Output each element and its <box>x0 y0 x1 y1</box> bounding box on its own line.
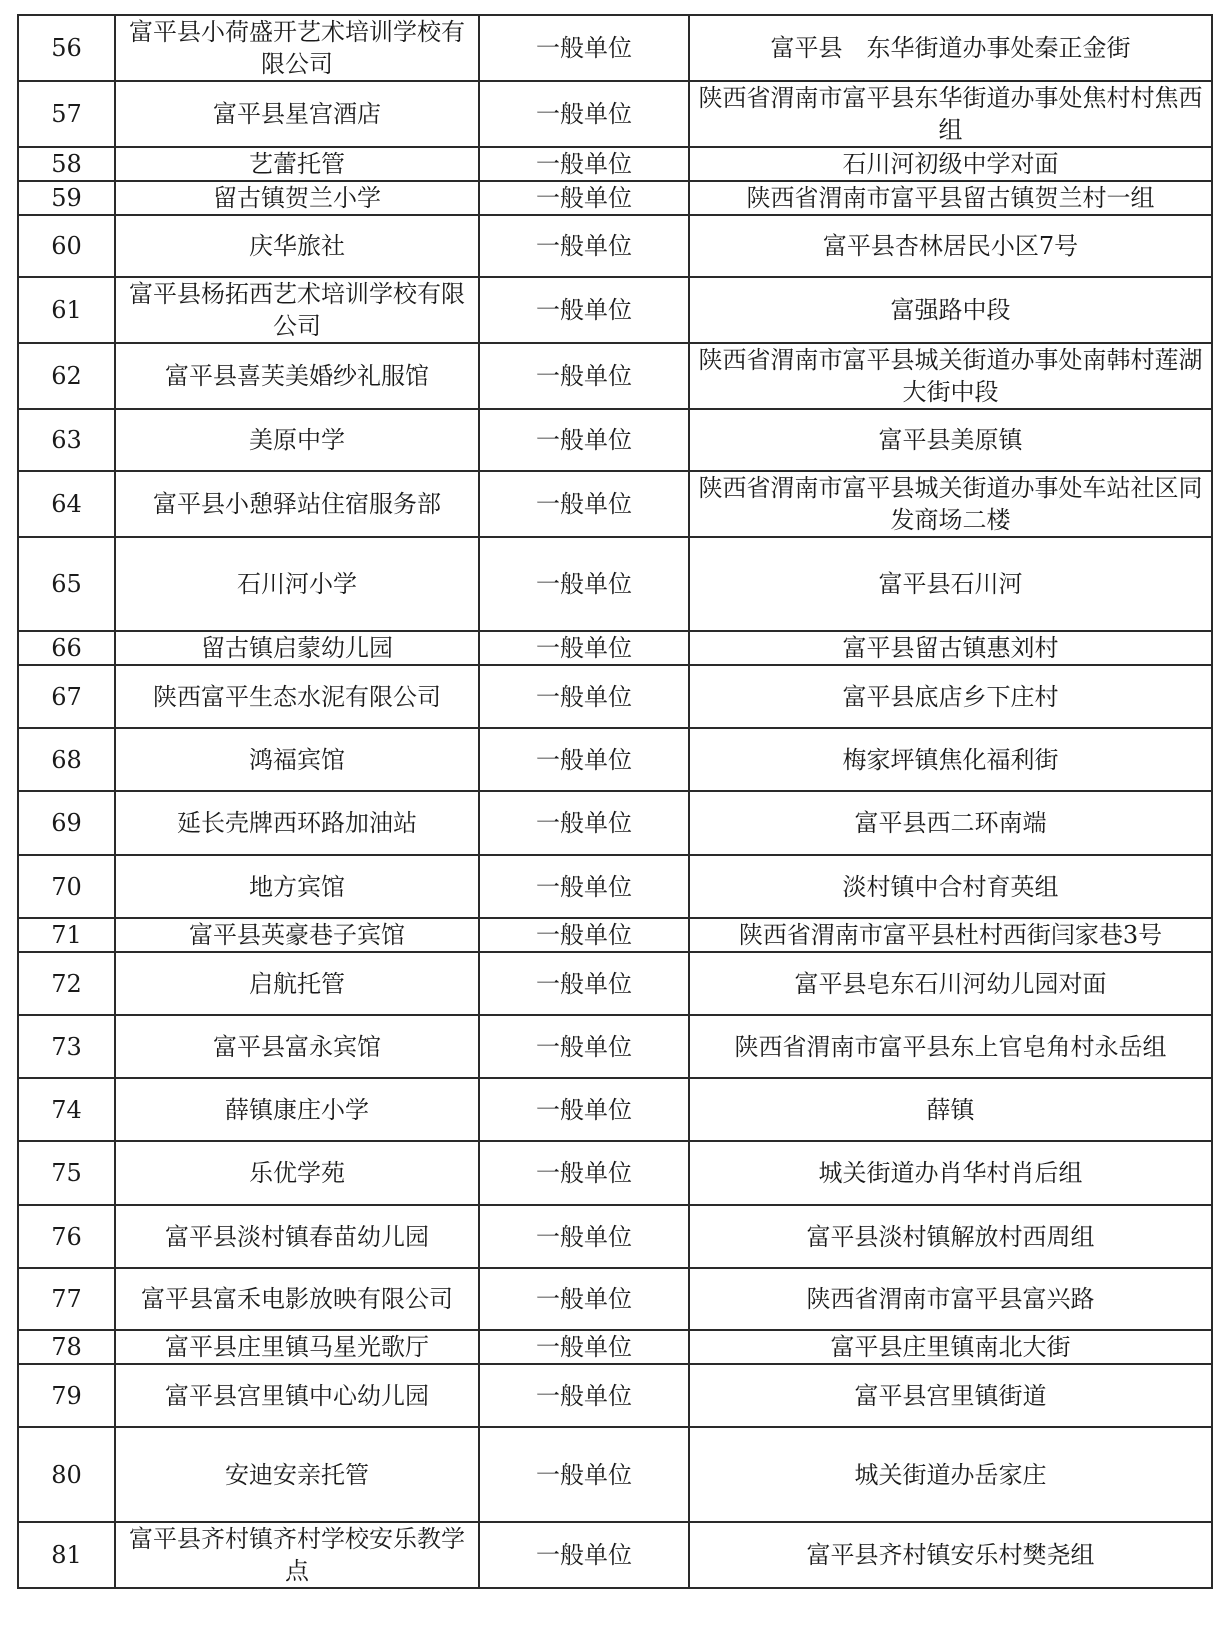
unit-name: 薛镇康庄小学 <box>115 1078 479 1141</box>
unit-type: 一般单位 <box>479 728 689 791</box>
unit-type: 一般单位 <box>479 147 689 181</box>
unit-type: 一般单位 <box>479 215 689 277</box>
table-row <box>18 409 1212 471</box>
row-number: 80 <box>18 1427 115 1522</box>
unit-type: 一般单位 <box>479 1015 689 1078</box>
unit-name: 富平县宫里镇中心幼儿园 <box>115 1364 479 1427</box>
row-number: 57 <box>18 81 115 147</box>
table-row <box>18 1364 1212 1427</box>
unit-type: 一般单位 <box>479 181 689 215</box>
unit-address: 富平县杏林居民小区7号 <box>689 215 1212 277</box>
row-number: 68 <box>18 728 115 791</box>
unit-name: 乐优学苑 <box>115 1141 479 1205</box>
unit-type: 一般单位 <box>479 343 689 409</box>
unit-address: 淡村镇中合村育英组 <box>689 855 1212 918</box>
unit-address: 陕西省渭南市富平县东上官皂角村永岳组 <box>689 1015 1212 1078</box>
unit-type: 一般单位 <box>479 15 689 81</box>
row-number: 59 <box>18 181 115 215</box>
unit-name: 富平县小荷盛开艺术培训学校有限公司 <box>115 15 479 81</box>
unit-address: 陕西省渭南市富平县富兴路 <box>689 1268 1212 1330</box>
unit-address: 陕西省渭南市富平县留古镇贺兰村一组 <box>689 181 1212 215</box>
unit-name: 富平县庄里镇马星光歌厅 <box>115 1330 479 1364</box>
table-row <box>18 791 1212 855</box>
table-row <box>18 471 1212 537</box>
unit-address: 陕西省渭南市富平县城关街道办事处车站社区同发商场二楼 <box>689 471 1212 537</box>
table-row <box>18 728 1212 791</box>
row-number: 63 <box>18 409 115 471</box>
row-number: 67 <box>18 665 115 728</box>
row-number: 60 <box>18 215 115 277</box>
unit-type: 一般单位 <box>479 1078 689 1141</box>
unit-name: 富平县星宫酒店 <box>115 81 479 147</box>
row-number: 69 <box>18 791 115 855</box>
unit-address: 富平县石川河 <box>689 537 1212 631</box>
table-row <box>18 81 1212 147</box>
unit-type: 一般单位 <box>479 537 689 631</box>
table-row <box>18 665 1212 728</box>
unit-address: 富平县美原镇 <box>689 409 1212 471</box>
unit-name: 留古镇贺兰小学 <box>115 181 479 215</box>
registry-table <box>17 14 1213 1589</box>
table-row <box>18 277 1212 343</box>
unit-type: 一般单位 <box>479 471 689 537</box>
unit-address: 富平县淡村镇解放村西周组 <box>689 1205 1212 1268</box>
table-row <box>18 1205 1212 1268</box>
row-number: 81 <box>18 1522 115 1588</box>
table-row <box>18 343 1212 409</box>
unit-address: 陕西省渭南市富平县东华街道办事处焦村村焦西组 <box>689 81 1212 147</box>
unit-name: 陕西富平生态水泥有限公司 <box>115 665 479 728</box>
row-number: 76 <box>18 1205 115 1268</box>
unit-address: 陕西省渭南市富平县城关街道办事处南韩村莲湖大街中段 <box>689 343 1212 409</box>
unit-type: 一般单位 <box>479 1205 689 1268</box>
row-number: 58 <box>18 147 115 181</box>
unit-type: 一般单位 <box>479 631 689 665</box>
row-number: 65 <box>18 537 115 631</box>
unit-name: 留古镇启蒙幼儿园 <box>115 631 479 665</box>
table-row <box>18 537 1212 631</box>
row-number: 74 <box>18 1078 115 1141</box>
unit-name: 庆华旅社 <box>115 215 479 277</box>
unit-type: 一般单位 <box>479 665 689 728</box>
unit-type: 一般单位 <box>479 409 689 471</box>
unit-type: 一般单位 <box>479 918 689 952</box>
unit-address: 富平县底店乡下庄村 <box>689 665 1212 728</box>
table-row <box>18 631 1212 665</box>
table-row <box>18 181 1212 215</box>
unit-name: 富平县富禾电影放映有限公司 <box>115 1268 479 1330</box>
row-number: 75 <box>18 1141 115 1205</box>
table-row <box>18 15 1212 81</box>
table-row <box>18 215 1212 277</box>
table-row <box>18 855 1212 918</box>
table-row <box>18 1330 1212 1364</box>
registry-sheet <box>17 14 1211 1589</box>
unit-type: 一般单位 <box>479 855 689 918</box>
unit-address: 梅家坪镇焦化福利街 <box>689 728 1212 791</box>
unit-name: 鸿福宾馆 <box>115 728 479 791</box>
unit-address: 富平县皂东石川河幼儿园对面 <box>689 952 1212 1015</box>
unit-name: 富平县齐村镇齐村学校安乐教学点 <box>115 1522 479 1588</box>
unit-type: 一般单位 <box>479 1364 689 1427</box>
row-number: 70 <box>18 855 115 918</box>
unit-name: 富平县杨拓西艺术培训学校有限公司 <box>115 277 479 343</box>
row-number: 62 <box>18 343 115 409</box>
table-row <box>18 1427 1212 1522</box>
row-number: 66 <box>18 631 115 665</box>
unit-address: 富平县西二环南端 <box>689 791 1212 855</box>
unit-type: 一般单位 <box>479 81 689 147</box>
unit-type: 一般单位 <box>479 952 689 1015</box>
table-row <box>18 952 1212 1015</box>
unit-name: 艺蕾托管 <box>115 147 479 181</box>
unit-type: 一般单位 <box>479 1427 689 1522</box>
row-number: 77 <box>18 1268 115 1330</box>
unit-name: 地方宾馆 <box>115 855 479 918</box>
unit-name: 启航托管 <box>115 952 479 1015</box>
table-row <box>18 1078 1212 1141</box>
row-number: 73 <box>18 1015 115 1078</box>
unit-type: 一般单位 <box>479 1522 689 1588</box>
row-number: 79 <box>18 1364 115 1427</box>
unit-address: 富平县留古镇惠刘村 <box>689 631 1212 665</box>
unit-address: 城关街道办岳家庄 <box>689 1427 1212 1522</box>
unit-type: 一般单位 <box>479 1141 689 1205</box>
unit-address: 城关街道办肖华村肖后组 <box>689 1141 1212 1205</box>
row-number: 64 <box>18 471 115 537</box>
unit-name: 安迪安亲托管 <box>115 1427 479 1522</box>
unit-type: 一般单位 <box>479 1330 689 1364</box>
unit-address: 富平县齐村镇安乐村樊尧组 <box>689 1522 1212 1588</box>
row-number: 78 <box>18 1330 115 1364</box>
unit-name: 富平县小憩驿站住宿服务部 <box>115 471 479 537</box>
unit-address: 陕西省渭南市富平县杜村西街闫家巷3号 <box>689 918 1212 952</box>
row-number: 72 <box>18 952 115 1015</box>
unit-name: 富平县喜芙美婚纱礼服馆 <box>115 343 479 409</box>
unit-name: 富平县淡村镇春苗幼儿园 <box>115 1205 479 1268</box>
unit-address: 富平县 东华街道办事处秦正金街 <box>689 15 1212 81</box>
unit-name: 美原中学 <box>115 409 479 471</box>
table-row <box>18 147 1212 181</box>
unit-type: 一般单位 <box>479 1268 689 1330</box>
unit-name: 富平县富永宾馆 <box>115 1015 479 1078</box>
unit-address: 薛镇 <box>689 1078 1212 1141</box>
row-number: 61 <box>18 277 115 343</box>
unit-name: 石川河小学 <box>115 537 479 631</box>
unit-type: 一般单位 <box>479 791 689 855</box>
unit-name: 延长壳牌西环路加油站 <box>115 791 479 855</box>
unit-name: 富平县英豪巷子宾馆 <box>115 918 479 952</box>
unit-address: 富平县庄里镇南北大街 <box>689 1330 1212 1364</box>
table-row <box>18 1141 1212 1205</box>
table-row <box>18 1015 1212 1078</box>
unit-address: 石川河初级中学对面 <box>689 147 1212 181</box>
unit-address: 富强路中段 <box>689 277 1212 343</box>
row-number: 71 <box>18 918 115 952</box>
unit-type: 一般单位 <box>479 277 689 343</box>
table-row <box>18 1268 1212 1330</box>
unit-address: 富平县宫里镇街道 <box>689 1364 1212 1427</box>
row-number: 56 <box>18 15 115 81</box>
table-row <box>18 1522 1212 1588</box>
table-row <box>18 918 1212 952</box>
